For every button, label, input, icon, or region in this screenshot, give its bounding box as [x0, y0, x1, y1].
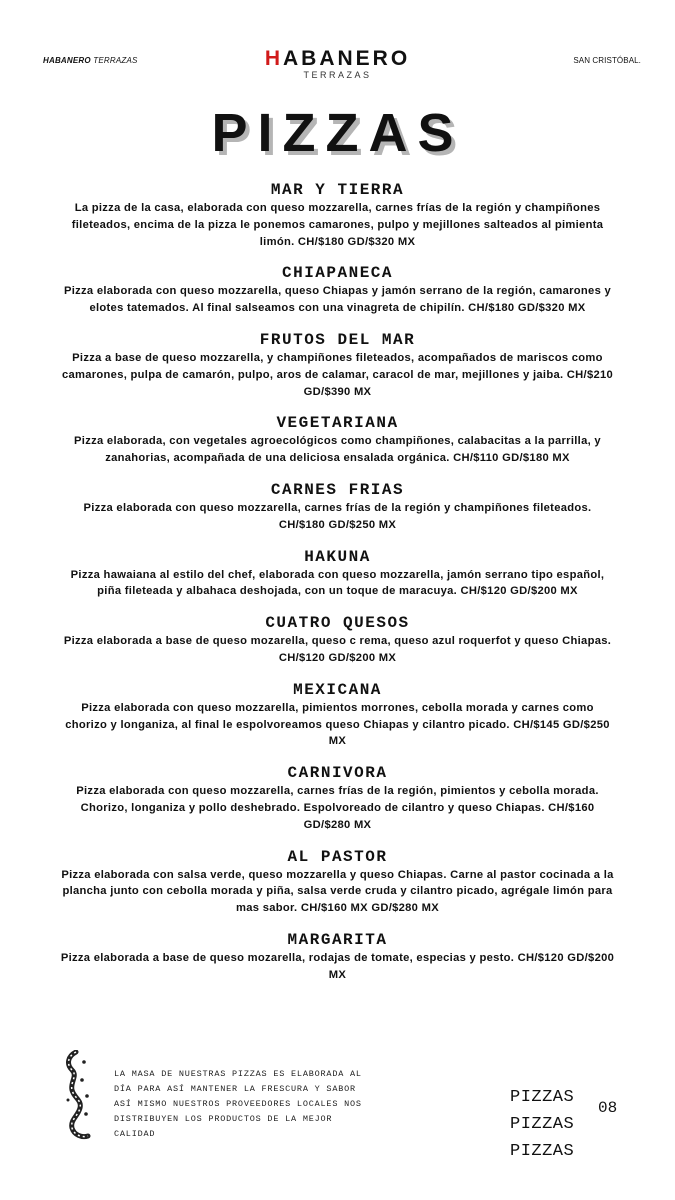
menu-item: [60, 547, 615, 601]
brand-name-rest: TERRAZAS: [90, 56, 138, 65]
menu-item-name: VEGETARIANA: [276, 414, 399, 433]
menu-item: [60, 330, 615, 400]
page-title: PIZZAS: [211, 103, 464, 163]
menu-item-description: La pizza de la casa, elaborada con queso mozzarella, carnes frías de la región y champiñones fileteados, encima de la pizza le ponemos camarones, pulpo y mejillones salteados al pimienta limón. CH/$180 GD/$320 MX: [71, 202, 604, 248]
menu-item: [60, 480, 615, 534]
menu-item: [60, 930, 615, 984]
logo-initial: H: [264, 47, 283, 70]
menu-item-description: Pizza elaborada con queso mozzarella, carnes frías de la región y champiñones fileteados. CH/$180 GD/$250 MX: [83, 501, 592, 531]
menu-item: [60, 847, 615, 917]
menu-item-description: Pizza hawaiana al estilo del chef, elaborada con queso mozzarella, jamón serrano tipo español, piña fileteada y albahaca deshojada, con un toque de maracuya. CH/$120 GD/$200 MX: [70, 568, 605, 598]
menu-item: [60, 680, 615, 750]
dough-note: [114, 1067, 404, 1142]
menu-item-description: Pizza elaborada con queso mozzarella, pimientos morrones, cebolla morada y carnes como chorizo y longaniza, al final le espolvoreamos queso Chiapas y cilantro picado. CH/$145 GD/$250 MX: [65, 701, 610, 748]
footer-tagline: [510, 1084, 574, 1165]
menu-item-name: MAR Y TIERRA: [270, 181, 405, 199]
menu-item-name: CARNIVORA: [287, 764, 388, 783]
tagline-line: PIZZAS: [510, 1115, 575, 1134]
dough-note-line: DÍA PARA ASÍ MANTENER LA FRESCURA Y SABOR: [114, 1084, 356, 1094]
header-location: SAN CRISTÓBAL.: [573, 56, 641, 65]
menu-item-name: MARGARITA: [287, 930, 388, 949]
menu-item-name: HAKUNA: [304, 547, 371, 566]
menu-list: [60, 180, 615, 997]
menu-item-description: Pizza a base de queso mozzarella, y champiñones fileteados, acompañados de mariscos como camarones, pulpa de camarón, pulpo, aros de calamar, caracol de mar, mejillones y jaiba. CH/$210 GD/$390 MX: [61, 351, 614, 398]
dough-note-line: ASÍ MISMO NUESTROS PROVEEDORES LOCALES NOS: [114, 1099, 362, 1109]
octopus-tentacle-icon: [62, 1050, 98, 1140]
menu-item-name: FRUTOS DEL MAR: [259, 330, 416, 349]
menu-item: [60, 763, 615, 833]
tagline-line: PIZZAS: [510, 1142, 575, 1161]
menu-item-name: CARNES FRIAS: [270, 480, 405, 499]
menu-item-description: Pizza elaborada a base de queso mozarella, rodajas de tomate, especias y pesto. CH/$120 GD/$200 MX: [60, 951, 615, 981]
menu-item: [60, 413, 615, 467]
menu-item-description: Pizza elaborada con queso mozzarella, queso Chiapas y jamón serrano de la región, camarones y elotes tatemados. Al final salseamos con una vinagreta de chipilín. CH/$180 GD/$320 MX: [63, 285, 612, 315]
menu-item: [60, 263, 615, 317]
page-number: 08: [598, 1099, 618, 1117]
menu-item-description: Pizza elaborada con queso mozzarella, carnes frías de la región, pimientos y cebolla morada. Chorizo, longaniza y pollo deshebrado. Espolvoreado de cilantro y queso Chiapas. CH/$160 GD/$280 MX: [76, 785, 599, 831]
dough-note-line: LA MASA DE NUESTRAS PIZZAS ES ELABORADA AL: [114, 1069, 362, 1079]
menu-item-name: MEXICANA: [293, 680, 382, 699]
tagline-line: PIZZAS: [510, 1088, 575, 1107]
menu-item-name: CUATRO QUESOS: [265, 614, 410, 633]
logo-subtitle: TERRAZAS: [303, 70, 372, 80]
logo-rest: ABANERO: [283, 47, 411, 70]
dough-note-line: CALIDAD: [114, 1129, 156, 1139]
brand-name-bold: HABANERO: [43, 56, 91, 65]
menu-item-name: AL PASTOR: [287, 847, 388, 866]
menu-item: [60, 180, 615, 250]
menu-item-name: CHIAPANECA: [281, 264, 393, 283]
menu-item-description: Pizza elaborada, con vegetales agroecológicos como champiñones, calabacitas a la parrilla, y zanahorias, acompañada de una deliciosa ensalada orgánica. CH/$110 GD/$180 MX: [74, 435, 601, 465]
menu-item-description: Pizza elaborada a base de queso mozarella, queso c rema, queso azul roquerfot y queso Chiapas. CH/$120 GD/$200 MX: [63, 635, 612, 664]
dough-note-line: DISTRIBUYEN LOS PRODUCTOS DE LA MEJOR: [114, 1114, 333, 1124]
menu-item: [60, 613, 615, 667]
menu-item-description: Pizza elaborada con salsa verde, queso mozzarella y queso Chiapas. Carne al pastor cocinada a la plancha junto con cebolla morada y piña, salsa verde cruda y cilantro picado, agrégale limón para mas sabor. CH/$160 MX GD/$280 MX: [61, 868, 614, 915]
